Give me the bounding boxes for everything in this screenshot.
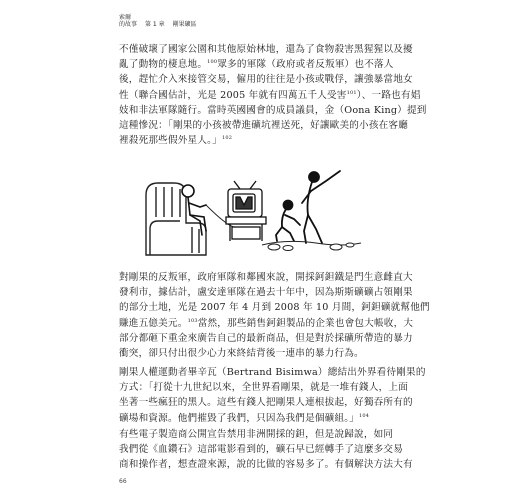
- gamer-and-miner-illustration: [136, 155, 376, 260]
- text-line: 商和操作者，想查證來源，說的比做的容易多了。有個解決方法大有: [119, 459, 413, 471]
- text-line: 部分都砸下重金來廣告自己的最新商品，但是對於採礦所帶造的暴力: [119, 332, 413, 344]
- text-line: 有些電子製造商公開宣告禁用非洲開採的鉭，但是說歸說，如同: [119, 429, 394, 440]
- text-line: 後，趕忙介入來接管交易，僱用的往往是小孩或戰俘，讓強暴當地女: [119, 74, 413, 86]
- footnote-ref: 101: [346, 89, 357, 96]
- header-book-title-line2: 的故事: [119, 21, 138, 28]
- text-line: 這種慘況：「剛果的小孩被帶進礦坑裡送死，好讓歐美的小孩在客廳: [119, 120, 409, 132]
- page-number: 66: [119, 478, 127, 485]
- paragraph-3: [119, 365, 426, 426]
- text-line: 裡殺死那些假外星人。」$^{102}$: [119, 135, 233, 147]
- text-line: 發利市，據估計，盧安達軍隊在過去十年中，因為斯斯礦礦占領剛果: [119, 287, 413, 299]
- text-line: 礦場和資源。他們摧毀了我們，只因為我們是個礦組。」$^{104}$: [119, 412, 370, 424]
- mine-ground: [262, 241, 361, 250]
- footnote-ref: 102: [221, 135, 233, 142]
- footnote-ref: 103: [187, 317, 198, 324]
- text-line: 坐著一些瘋狂的黑人。這些有錢人把剛果人連根拔起，好獨吞所有的: [119, 397, 413, 409]
- header-chapter-title: 剛果礦區: [172, 21, 197, 28]
- footnote-ref: 100: [207, 59, 218, 66]
- paragraph-2: [119, 270, 430, 361]
- text-line: 性（聯合國估計，光是 2005 年就有四萬五千人受害$^{101}$）、一路也有娼: [119, 89, 421, 101]
- text-line: 對剛果的反叛軍，政府軍隊和鄰國來說，開採鈳鉭鐵是門生意雌直大: [119, 272, 413, 283]
- paragraph-4: [119, 427, 413, 473]
- text-line: 亂了動物的棲息地。$^{100}$眾多的軍隊（政府或者反叛軍）也不落人: [119, 59, 394, 71]
- text-line: 方式：「打從十九世紀以來，全世界看剛果，就是一堆有錢人，上面: [119, 382, 409, 394]
- header-chapter-number: 第 1 章: [145, 21, 165, 28]
- text-line: 我們從《血鑽石》這部電影看到的，礦石早已經轉手了這麼多交易: [119, 444, 404, 456]
- miner-figures: [276, 171, 340, 243]
- text-line: 剛果人權運動者畢辛瓦（Bertrand Bisimwa）總結出外界看待剛果的: [119, 367, 426, 378]
- tv-set-drawing: [226, 181, 266, 241]
- footnote-ref: 104: [359, 412, 370, 419]
- text-line: 妓和非法軍隊隨行。當時英國國會的成員議員，金（Oona King）提到: [119, 104, 427, 116]
- running-header: [119, 14, 197, 28]
- paragraph-1: [119, 42, 427, 148]
- text-line: 不僅破壞了國家公園和其他原始林地，還為了食物殺害黑猩猩以及擾: [119, 44, 413, 55]
- text-line: 衝突，卻只付出很少心力來終結背後一連串的暴力行為。: [119, 348, 364, 360]
- header-book-title-line1: 索爾: [119, 14, 132, 21]
- text-line: 賺進五億美元。$^{103}$當然，那些銷售鈳鉭製品的企業也會包大帳收，大: [119, 317, 414, 329]
- text-line: 的部分土地，光是 2007 年 4 月到 2008 年 10 月間，鈳鉭礦就幫他們: [119, 302, 430, 314]
